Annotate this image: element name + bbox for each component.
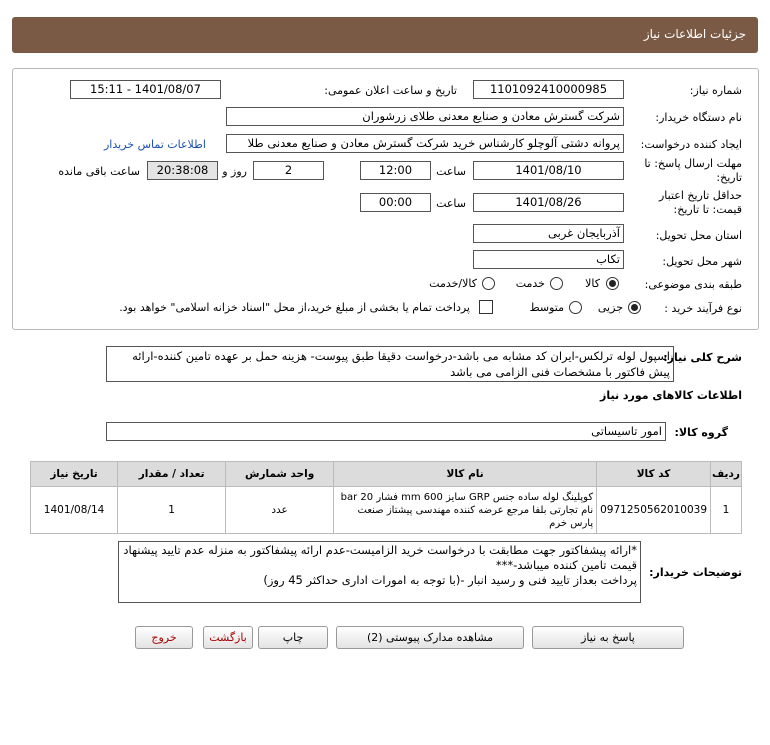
reply-time-label: ساعت (436, 165, 466, 178)
process-option-minor: جزیی (597, 301, 623, 314)
buyer-notes-line-2: پرداخت بعداز تایید فنی و رسید انبار -(با توجه به امورات اداری حداکثر 45 روز) (263, 573, 637, 587)
buyer-org-field: شرکت گسترش معادن و صنایع معدنی طلای زرشوران (226, 107, 624, 126)
province-label: استان محل تحویل: (655, 229, 742, 242)
days-label: روز و (222, 165, 247, 178)
col-name: نام کالا (334, 462, 597, 487)
category-option-both: کالا/خدمت (429, 277, 477, 290)
col-unit: واحد شمارش (226, 462, 334, 487)
buyer-org-label: نام دستگاه خریدار: (655, 111, 742, 124)
buyer-notes-label: توضیحات خریدار: (649, 566, 742, 579)
reply-date-field: 1401/08/10 (473, 161, 624, 180)
process-radio-minor[interactable] (628, 301, 641, 314)
category-radio-both[interactable] (482, 277, 495, 290)
reply-time-field: 12:00 (360, 161, 431, 180)
print-button[interactable]: چاپ (258, 626, 328, 649)
process-option-medium: متوسط (529, 301, 564, 314)
col-code: کد کالا (597, 462, 711, 487)
goods-group-label: گروه کالا: (674, 426, 728, 439)
general-desc-label: شرح کلی نیاز: (663, 351, 742, 364)
page-title: جزئیات اطلاعات نیاز (643, 27, 746, 41)
reply-deadline-label: مهلت ارسال پاسخ: تا تاریخ: (644, 157, 742, 184)
need-number-label: شماره نیاز: (689, 84, 742, 97)
cell-qty: 1 (118, 487, 226, 534)
attachments-button[interactable]: مشاهده مدارک پیوستی (2) (336, 626, 524, 649)
requester-label: ایجاد کننده درخواست: (640, 138, 742, 151)
validity-time-label: ساعت (436, 197, 466, 210)
table-row (31, 487, 742, 534)
goods-table-header (31, 462, 742, 487)
col-date: تاریخ نیاز (31, 462, 118, 487)
validity-date-field: 1401/08/26 (473, 193, 624, 212)
col-row: ردیف (711, 462, 742, 487)
validity-time-field: 00:00 (360, 193, 431, 212)
category-radio-goods[interactable] (606, 277, 619, 290)
col-qty: تعداد / مقدار (118, 462, 226, 487)
category-option-goods: کالا (585, 277, 600, 290)
cell-unit: عدد (226, 487, 334, 534)
announce-datetime-label: تاریخ و ساعت اعلان عمومی: (324, 84, 457, 97)
page-title-bar (12, 17, 758, 53)
category-label: طبقه بندی موضوعی: (644, 278, 742, 291)
city-label: شهر محل تحویل: (662, 255, 742, 268)
general-desc-field: اسپول لوله ترلکس-ایران کد مشابه می باشد-درخواست دقیقا طبق پیوست- هزینه حمل بر عهده تامین کننده-ارائه پیش فاکتور با مشخصات فنی الزامی می باشد (106, 346, 674, 382)
need-number-field: 1101092410000985 (473, 80, 624, 99)
process-type-label: نوع فرآیند خرید : (664, 302, 742, 315)
cell-row: 1 (711, 487, 742, 534)
min-validity-label: حداقل تاریخ اعتبار قیمت: تا تاریخ: (658, 189, 742, 216)
category-option-service: خدمت (515, 277, 545, 290)
goods-group-field: امور تاسیساتی (106, 422, 666, 441)
treasury-checkbox[interactable] (479, 300, 493, 314)
city-field: تکاب (473, 250, 624, 269)
goods-table (30, 461, 742, 534)
days-field: 2 (253, 161, 324, 180)
back-button[interactable]: بازگشت (203, 626, 253, 649)
buyer-notes-field (118, 541, 641, 603)
buyer-notes-line-1: *ارائه پیشفاکتور جهت مطابقت با درخواست خرید الزامیست-عدم ارائه پیشفاکتور به منزله عدم تایید پیشنهاد قیمت تامین کننده میباشد-*** (123, 543, 637, 572)
treasury-text: پرداخت تمام یا بخشی از مبلغ خرید،از محل "اسناد خزانه اسلامی" خواهد بود. (119, 301, 470, 314)
cell-name: کوپلینگ لوله ساده جنس GRP سایز 600 mm فشار 20 bar نام تجارتی بلفا مرجع عرضه کننده مهندسی پیشتاز صنعت پارس خرم (334, 487, 597, 534)
cell-code: 0971250562010039 (597, 487, 711, 534)
process-radio-medium[interactable] (569, 301, 582, 314)
exit-button[interactable]: خروج (135, 626, 193, 649)
province-field: آذربایجان غربی (473, 224, 624, 243)
requester-field: پروانه دشتی آلوچلو کارشناس خرید شرکت گسترش معادن و صنایع معدنی طلا (226, 134, 624, 153)
buyer-contact-link[interactable]: اطلاعات تماس خریدار (104, 138, 206, 151)
goods-info-heading: اطلاعات کالاهای مورد نیاز (600, 389, 742, 402)
announce-datetime-field: 1401/08/07 - 15:11 (70, 80, 221, 99)
remaining-label: ساعت باقی مانده (58, 165, 140, 178)
reply-button[interactable]: پاسخ به نیاز (532, 626, 684, 649)
category-radio-service[interactable] (550, 277, 563, 290)
cell-date: 1401/08/14 (31, 487, 118, 534)
remaining-time-field: 20:38:08 (147, 161, 218, 180)
